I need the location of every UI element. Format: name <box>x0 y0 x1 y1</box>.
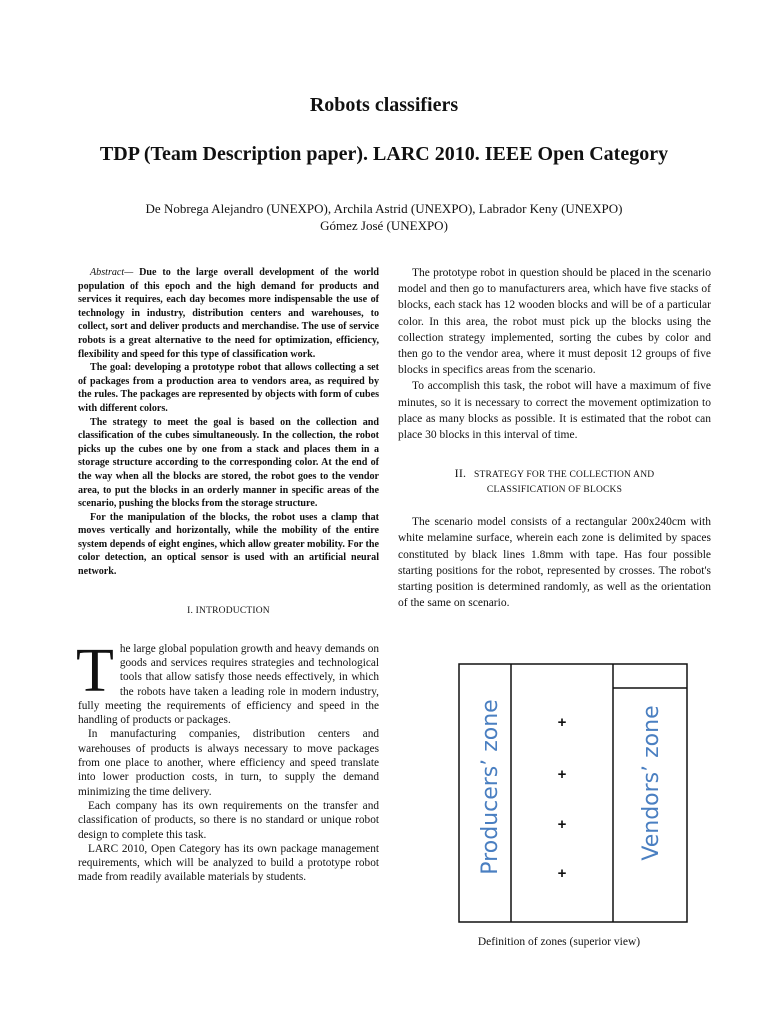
authors-line-2: Gómez José (UNEXPO) <box>320 218 448 233</box>
right-paragraph-2: To accomplish this task, the robot will have a maximum of five minutes, so it is necessary to correct the movement optimization to place as many blocks as possible. It is estimated that the robot can place 30 blocks in this interval of time. <box>398 380 711 442</box>
author-list <box>0 200 768 234</box>
section-heading-strategy-line-2: CLASSIFICATION OF BLOCKS <box>486 485 623 496</box>
right-column-text <box>398 265 711 443</box>
start-position-cross-3: + <box>557 816 567 833</box>
abstract-paragraph-3: The strategy to meet the goal is based on the collection and classification of the cubes simultaneously. In the collection, the robot picks up the cubes one by one from a stack and places them in a storage structure according to the corresponding color. At the end of the way when all the blocks are stored, the robot goes to the vendor area, to put the blocks in an orderly manner in specific areas of the scenario, pushing the blocks from the storage structure. <box>78 416 379 510</box>
zones-diagram <box>458 663 688 923</box>
strategy-body <box>398 514 711 611</box>
abstract-paragraph-2: The goal: developing a prototype robot that allows collecting a set of packages from a production area to vendors area, as required by the rules. The packages are represented by objects with form of cubes with different colors. <box>78 362 379 414</box>
start-position-cross-4: + <box>557 865 567 882</box>
abstract-paragraph-4: For the manipulation of the blocks, the robot uses a clamp that moves vertically and horizontally, while the mobility of the entire system depends of eight engines, which allow greater mobility. For the color detection, an optical sensor is used with an artificial neural network. <box>78 511 379 578</box>
vendors-zone-label: Vendors’ zone <box>639 705 664 861</box>
abstract <box>78 266 379 579</box>
zones-figure <box>458 663 688 923</box>
right-column <box>398 265 711 611</box>
intro-paragraph-3: Each company has its own requirements on the transfer and classification of products, so there is no standard or unique robot design to complete this task. <box>78 799 379 841</box>
intro-paragraph-1: The large global population growth and heavy demands on goods and services requires strategies and technological tools that allow satisfy those needs effectively, in which the robots have taken a leading role in modern industry, fully meeting the requirements of efficiency and speed in the handling of products or packages. <box>76 636 379 727</box>
paper-title: Robots classifiers <box>309 94 459 116</box>
right-paragraph-1: The prototype robot in question should be placed in the scenario model and then go to manufacturers area, which have five stacks of blocks, each stack has 12 wooden blocks and will be of a particular color. In this area, the robot must pick up the blocks using the collection strategy implemented, sorting the cubes by color and then go to the vendor area, where it must deposit 12 groups of five blocks in specifics areas from the scenario. <box>398 267 711 377</box>
intro-paragraph-4: LARC 2010, Open Category has its own package management requirements, which will be analyzed to build a prototype robot made from readily available materials by students. <box>78 842 379 884</box>
section-heading-introduction: I. INTRODUCTION <box>187 605 270 616</box>
abstract-paragraph-1: Abstract— Due to the large overall development of the world population of this epoch and the high demand for products and services it requires, each day becomes more indispensable the use of technology in industry, distribution centers and warehouses, to collect, sort and deliver products and merchandise. The use of service robots is a great alternative to the need for optimization, efficiency, flexibility and speed for this type of classification work. <box>78 267 379 360</box>
section-heading-strategy-line-1: II. STRATEGY FOR THE COLLECTION AND <box>454 466 655 481</box>
left-column <box>78 266 379 885</box>
drop-cap: T <box>76 636 114 705</box>
right-paragraph-3: The scenario model consists of a rectangular 200x240cm with white melamine surface, wherein each zone is delimited by spaces constituted by black lines 1.8mm with tape. Has four possible starting positions for the robot, represented by crosses. The robot's starting position is determined randomly, as well as the orientation of the same on scenario. <box>398 516 711 610</box>
authors-line-1: De Nobrega Alejandro (UNEXPO), Archila Astrid (UNEXPO), Labrador Keny (UNEXPO) <box>145 201 623 216</box>
intro-paragraph-2: In manufacturing companies, distribution centers and warehouses of products is always necessary to move packages from one place to another, where efficiency and speed translate into lower production costs, in turn, to supply the demand minimizing the time delivery. <box>78 728 379 798</box>
start-position-cross-2: + <box>557 766 567 783</box>
section-heading-strategy <box>398 466 711 498</box>
section-number: II. <box>454 466 467 481</box>
producers-zone-label: Producers’ zone <box>478 699 503 875</box>
figure-caption: Definition of zones (superior view) <box>477 936 641 948</box>
abstract-label: Abstract— <box>90 267 134 278</box>
introduction-body <box>76 636 379 885</box>
paper-subtitle: TDP (Team Description paper). LARC 2010. IEEE Open Category <box>99 143 669 165</box>
start-position-cross-1: + <box>557 714 567 731</box>
